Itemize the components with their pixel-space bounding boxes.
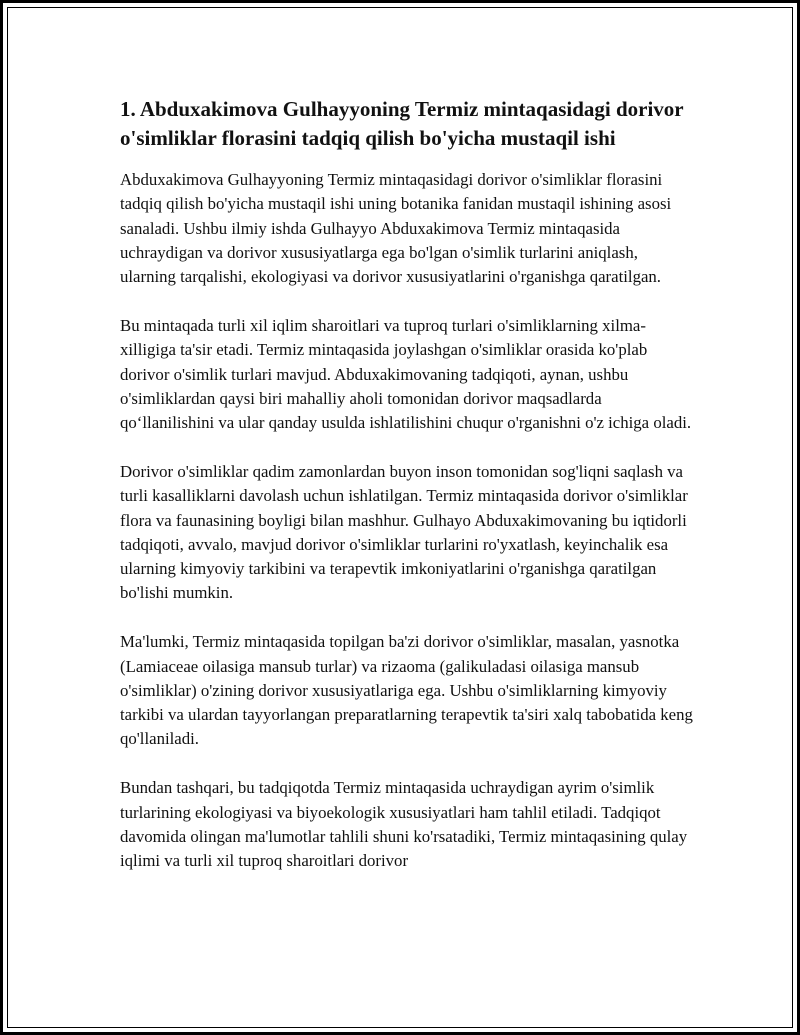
document-body — [120, 95, 695, 898]
paragraph-5: Bundan tashqari, bu tadqiqotda Termiz mintaqasida uchraydigan ayrim o'simlik turlarining ekologiyasi va biyoekologik xususiyatlari ham tahlil etiladi. Tadqiqot davomida olingan ma'lumotlar tahlili shuni ko'rsatadiki, Termiz mintaqasining qulay iqlimi va turli xil tuproq sharoitlari dorivor — [120, 778, 688, 871]
paragraph-1: Abduxakimova Gulhayyoning Termiz mintaqasidagi dorivor o'simliklar florasini tadqiq qilish bo'yicha mustaqil ishi uning botanika fanidan mustaqil ishining asosi sanaladi. Ushbu ilmiy ishda Gulhayyo Abduxakimova Termiz mintaqasida uchraydigan va dorivor xususiyatlarga ega bo'lgan o'simlik turlarini aniqlash, ularning tarqalishi, ekologiyasi va dorivor xususiyatlarini o'rganishga qaratilgan. — [120, 170, 672, 287]
paragraph-2: Bu mintaqada turli xil iqlim sharoitlari va tuproq turlari o'simliklarning xilma-xilligiga ta'sir etadi. Termiz mintaqasida joylashgan o'simliklar orasida ko'plab dorivor o'simlik turlari mavjud. Abduxakimovaning tadqiqoti, aynan, ushbu o'simliklardan qaysi biri mahalliy aholi tomonidan dorivor maqsadlarda qo‘llanilishini va ular qanday usulda ishlatilishini chuqur o'rganishni o'z ichiga oladi. — [120, 315, 692, 433]
paragraph-3: Dorivor o'simliklar qadim zamonlardan buyon inson tomonidan sog'liqni saqlash va turli kasalliklarni davolash uchun ishlatilgan. Termiz mintaqasida dorivor o'simliklar flora va faunasining boyligi bilan mashhur. Gulhayo Abduxakimovaning bu iqtidorli tadqiqoti, avvalo, mavjud dorivor o'simliklar turlarini ro'yxatlash, keyinchalik esa ularning kimyoviy tarkibini va terapevtik imkoniyatlarini o'rganishga qaratilgan bo'lishi mumkin. — [120, 461, 688, 603]
paragraph-4: Ma'lumki, Termiz mintaqasida topilgan ba'zi dorivor o'simliklar, masalan, yasnotka (Lamiaceae oilasiga mansub turlar) va rizaoma (galikuladasi oilasiga mansub o'simliklar) o'zining dorivor xususiyatlariga ega. Ushbu o'simliklarning kimyoviy tarkibi va ulardan tayyorlangan preparatlarning terapevtik ta'siri xalq tabobatida keng qo'llaniladi. — [120, 632, 693, 749]
document-title: 1. Abduxakimova Gulhayyoning Termiz mintaqasidagi dorivor o'simliklar florasini tadqiq qilish bo'yicha mustaqil ishi — [120, 97, 684, 150]
